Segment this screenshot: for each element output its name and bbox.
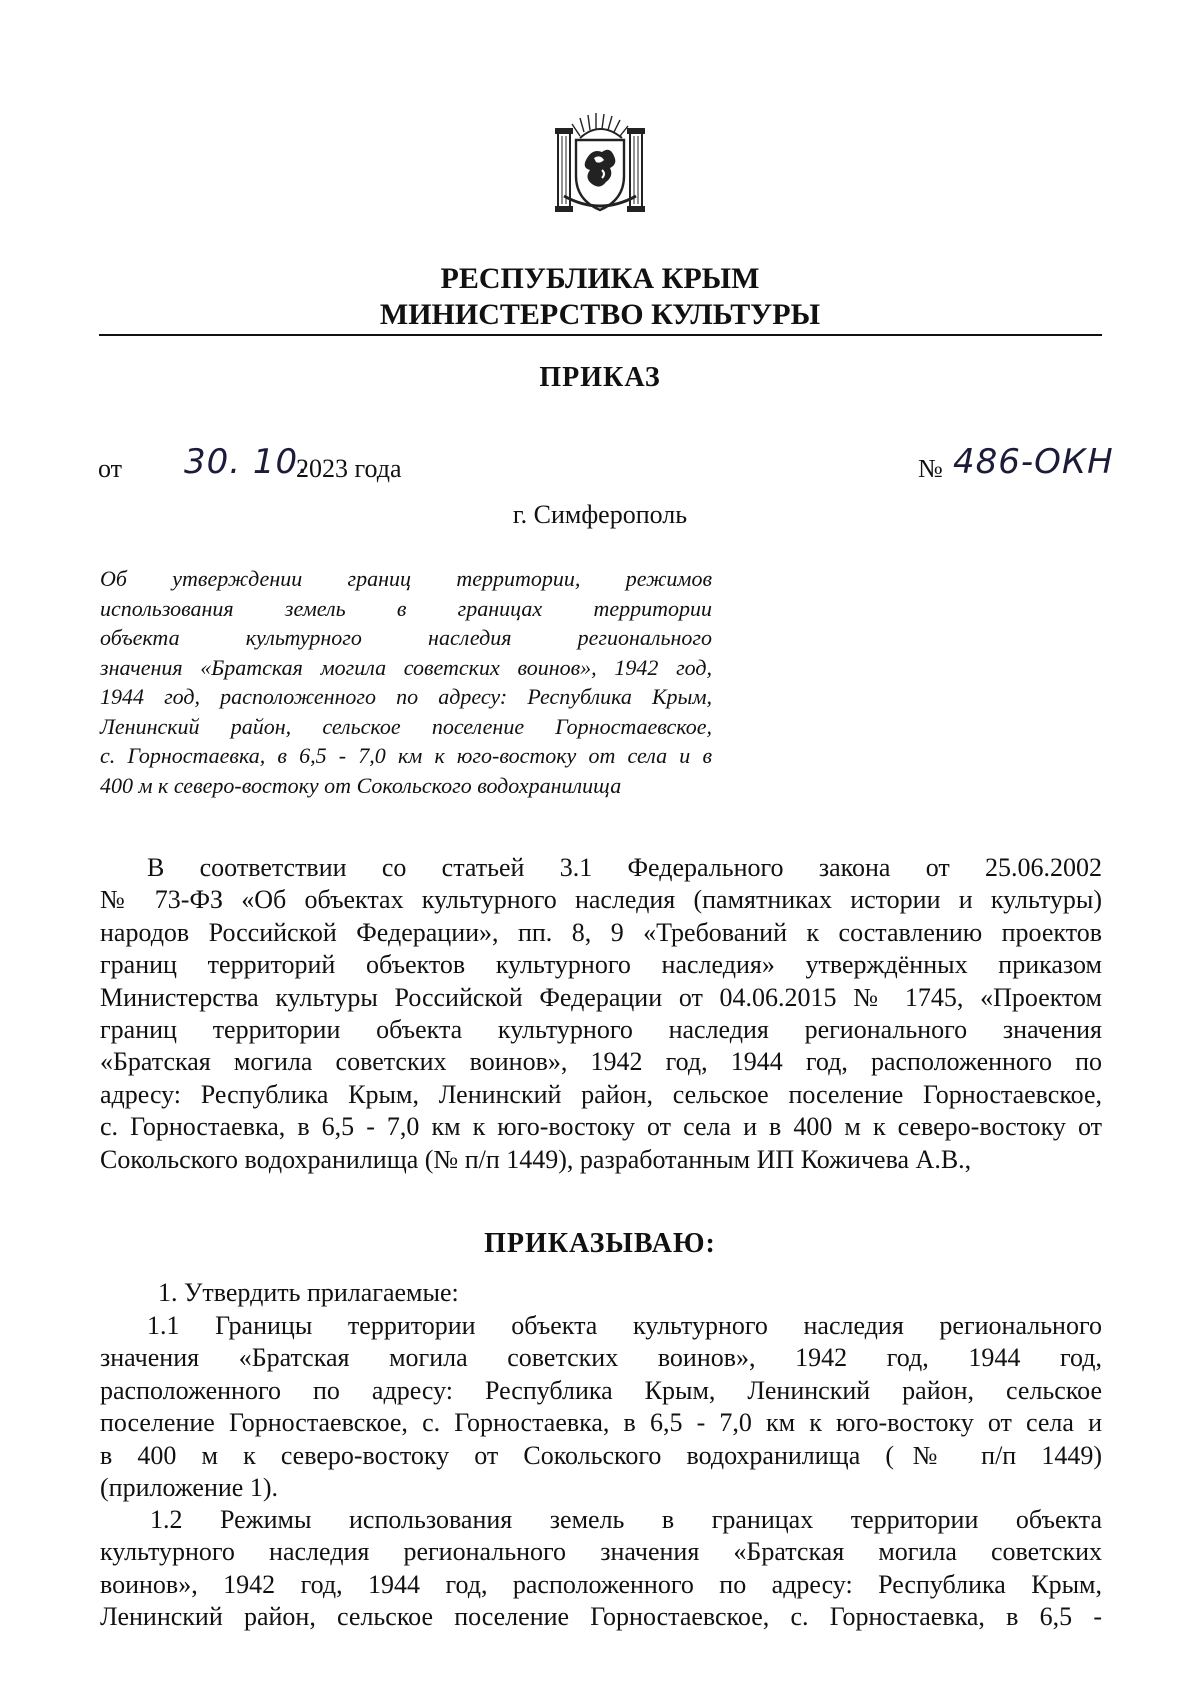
subject-line: значения «Братская могила советских воинов», 1942 год, [100, 654, 712, 680]
subject-line: объекта культурного наследия регионального [100, 625, 712, 650]
item-1-2-line: культурного наследия регионального значения «Братская могила советских [100, 1537, 1102, 1567]
preamble-line: Министерства культуры Российской Федерации от 04.06.2015 № 1745, «Проектом [100, 982, 1102, 1012]
item-1-2-line: Ленинский район, сельское поселение Горностаевское, с. Горностаевка, в 6,5 - [100, 1602, 1102, 1632]
item-1-1-line: (приложение 1). [100, 1472, 279, 1502]
coat-of-arms-icon [544, 110, 656, 220]
item-1-1-line: расположенного по адресу: Республика Крым, Ленинский район, сельское [100, 1375, 1102, 1405]
date-year: 2023 года [296, 454, 402, 483]
item-1-2-line: воинов», 1942 год, 1944 год, расположенного по адресу: Республика Крым, [100, 1569, 1102, 1599]
city-name: г. Симферополь [512, 500, 688, 529]
item-1-1-line: поселение Горностаевское, с. Горностаевка, в 6,5 - 7,0 км к юго-востоку от села и [100, 1408, 1102, 1438]
preamble-line: адресу: Республика Крым, Ленинский район, сельское поселение Горностаевское, [100, 1079, 1102, 1109]
order-subject [100, 564, 712, 800]
subject-line: Ленинский район, сельское поселение Горностаевское, [100, 713, 712, 739]
header-divider [99, 334, 1102, 336]
preamble-line: границ территории объекта культурного наследия регионального значения [100, 1014, 1102, 1044]
subject-line: 1944 год, расположенного по адресу: Республика Крым, [100, 684, 712, 709]
item-1-2-paragraph [100, 1504, 1102, 1634]
preamble-line: народов Российской Федерации», пп. 8, 9 «Требований к составлению проектов [100, 917, 1102, 947]
item-1-1-line: в 400 м к северо-востоку от Сокольского водохранилища (№ п/п 1449) [100, 1440, 1102, 1470]
handwritten-date: 30. 10. [184, 442, 310, 482]
subject-line: Об утверждении границ территории, режимов [100, 566, 712, 591]
item-1-1-paragraph [100, 1310, 1102, 1504]
subject-line: 400 м к северо-востоку от Сокольского водохранилища [100, 772, 622, 798]
ministry-name: МИНИСТЕРСТВО КУЛЬТУРЫ [379, 298, 821, 331]
preamble-line: Сокольского водохранилища (№ п/п 1449), разработанным ИП Кожичева А.В., [100, 1144, 972, 1174]
handwritten-order-number: 486-ОКН [953, 442, 1114, 482]
document-title: ПРИКАЗ [539, 362, 661, 393]
item-1-2-line: 1.2 Режимы использования земель в границах территории объекта [150, 1505, 1102, 1534]
subject-line: использования земель в границах территории [100, 595, 712, 621]
number-sign: № [918, 454, 943, 483]
preamble-line: В соответствии со статьей 3.1 Федерального закона от 25.06.2002 [147, 853, 1102, 882]
preamble-line: с. Горностаевка, в 6,5 - 7,0 км к юго-востоку от села и в 400 м к северо-востоку от [100, 1112, 1102, 1142]
item-1-1-line: 1.1 Границы территории объекта культурного наследия регионального [147, 1311, 1102, 1340]
item-1: 1. Утвердить прилагаемые: [158, 1278, 459, 1307]
order-verb: ПРИКАЗЫВАЮ: [484, 1228, 716, 1259]
date-from-label: от [98, 454, 123, 483]
subject-line: с. Горностаевка, в 6,5 - 7,0 км к юго-востоку от села и в [100, 743, 712, 768]
republic-name: РЕСПУБЛИКА КРЫМ [440, 262, 760, 295]
preamble-paragraph [100, 852, 1102, 1176]
preamble-line: границ территорий объектов культурного наследия» утверждённых приказом [100, 950, 1102, 980]
preamble-line: № 73-ФЗ «Об объектах культурного наследия (памятниках истории и культуры) [100, 885, 1102, 915]
item-1-1-line: значения «Братская могила советских воинов», 1942 год, 1944 год, [100, 1343, 1102, 1373]
preamble-line: «Братская могила советских воинов», 1942 год, 1944 год, расположенного по [100, 1047, 1102, 1077]
